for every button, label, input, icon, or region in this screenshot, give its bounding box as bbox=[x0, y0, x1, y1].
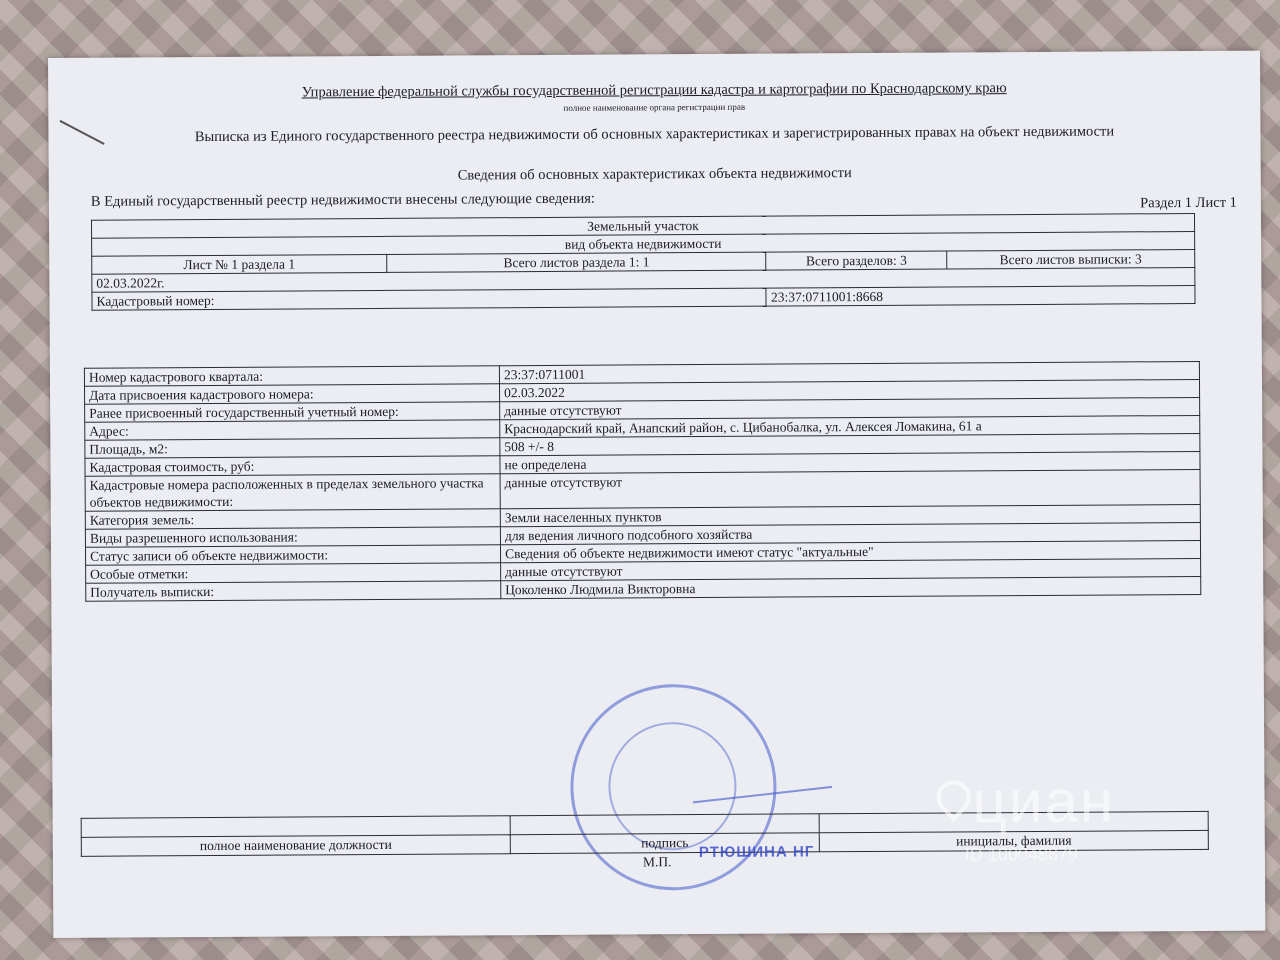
object-type: Земельный участок bbox=[91, 213, 1194, 238]
sheet-reference: Раздел 1 Лист 1 bbox=[1140, 194, 1237, 212]
sections-total: Всего разделов: 3 bbox=[766, 251, 946, 270]
row-label: Номер кадастрового квартала: bbox=[84, 366, 499, 387]
section-title: Сведения об основных характеристиках объекта недвижимости bbox=[457, 165, 852, 184]
registrar-caption: полное наименование органа регистрации прав bbox=[563, 101, 746, 113]
row-label: Статус записи об объекте недвижимости: bbox=[85, 545, 500, 566]
sheets-in-section: Всего листов раздела 1: 1 bbox=[387, 252, 767, 272]
row-label: Виды разрешенного использования: bbox=[85, 527, 500, 548]
row-label: Особые отметки: bbox=[86, 563, 501, 584]
stamp-mark-label: М.П. bbox=[642, 854, 672, 870]
intro-text: В Единый государственный реестр недвижимости внесены следующие сведения: bbox=[90, 190, 595, 210]
watermark-id: ID 100048879 bbox=[964, 843, 1079, 865]
row-label: Кадастровые номера расположенных в пределах земельного участка объектов недвижимости: bbox=[85, 474, 500, 512]
row-value: Краснодарский край, Анапский район, с. Цибанобалка, ул. Алексея Ломакина, 61 а bbox=[500, 415, 1200, 437]
row-value: 23:37:0711001 bbox=[499, 361, 1199, 383]
row-label: Категория земель: bbox=[85, 509, 500, 530]
row-label: Получатель выписки: bbox=[86, 581, 501, 602]
row-value: Цоколенко Людмила Викторовна bbox=[501, 576, 1201, 598]
row-value: для ведения личного подсобного хозяйства bbox=[500, 522, 1200, 544]
row-value: данные отсутствуют bbox=[501, 558, 1201, 580]
row-value: Земли населенных пунктов bbox=[500, 504, 1200, 526]
row-label: Ранее присвоенный государственный учетный номер: bbox=[85, 402, 500, 423]
sheet-number: Лист № 1 раздела 1 bbox=[92, 254, 387, 274]
cadastral-label: Кадастровый номер: bbox=[92, 288, 767, 310]
row-label: Адрес: bbox=[85, 420, 500, 441]
extract-date: 02.03.2022г. bbox=[92, 267, 1195, 292]
object-type-caption: вид объекта недвижимости bbox=[92, 231, 1195, 256]
registrar-name: Управление федеральной службы государственной регистрации кадастра и картографии по Краснодарскому краю bbox=[301, 80, 1007, 101]
row-value: Сведения об объекте недвижимости имеют статус "актуальные" bbox=[500, 540, 1200, 562]
row-label: Дата присвоения кадастрового номера: bbox=[85, 384, 500, 405]
signature-caption: подпись bbox=[510, 833, 819, 854]
position-caption: полное наименование должности bbox=[81, 835, 510, 857]
row-value: 02.03.2022 bbox=[499, 379, 1199, 401]
characteristics-table bbox=[84, 361, 1201, 602]
row-label: Площадь, м2: bbox=[85, 438, 500, 459]
row-value: 508 +/- 8 bbox=[500, 433, 1200, 455]
sheets-total: Всего листов выписки: 3 bbox=[947, 249, 1195, 269]
signer-stamp-name: РТЮШИНА НГ bbox=[698, 843, 815, 862]
document-title: Выписка из Единого государственного реестра недвижимости об основных характеристиках и зарегистрированных правах на объект недвижимости bbox=[194, 123, 1115, 146]
name-caption: инициалы, фамилия bbox=[819, 830, 1208, 851]
row-value: данные отсутствуют bbox=[500, 397, 1200, 419]
cadastral-number: 23:37:0711001:8668 bbox=[766, 285, 1195, 306]
object-header-table bbox=[91, 213, 1196, 311]
row-value: не определена bbox=[500, 451, 1200, 473]
row-label: Кадастровая стоимость, руб: bbox=[85, 456, 500, 477]
document-sheet bbox=[48, 51, 1265, 938]
row-value: данные отсутствуют bbox=[500, 469, 1200, 508]
watermark-logo: циан bbox=[972, 767, 1116, 836]
